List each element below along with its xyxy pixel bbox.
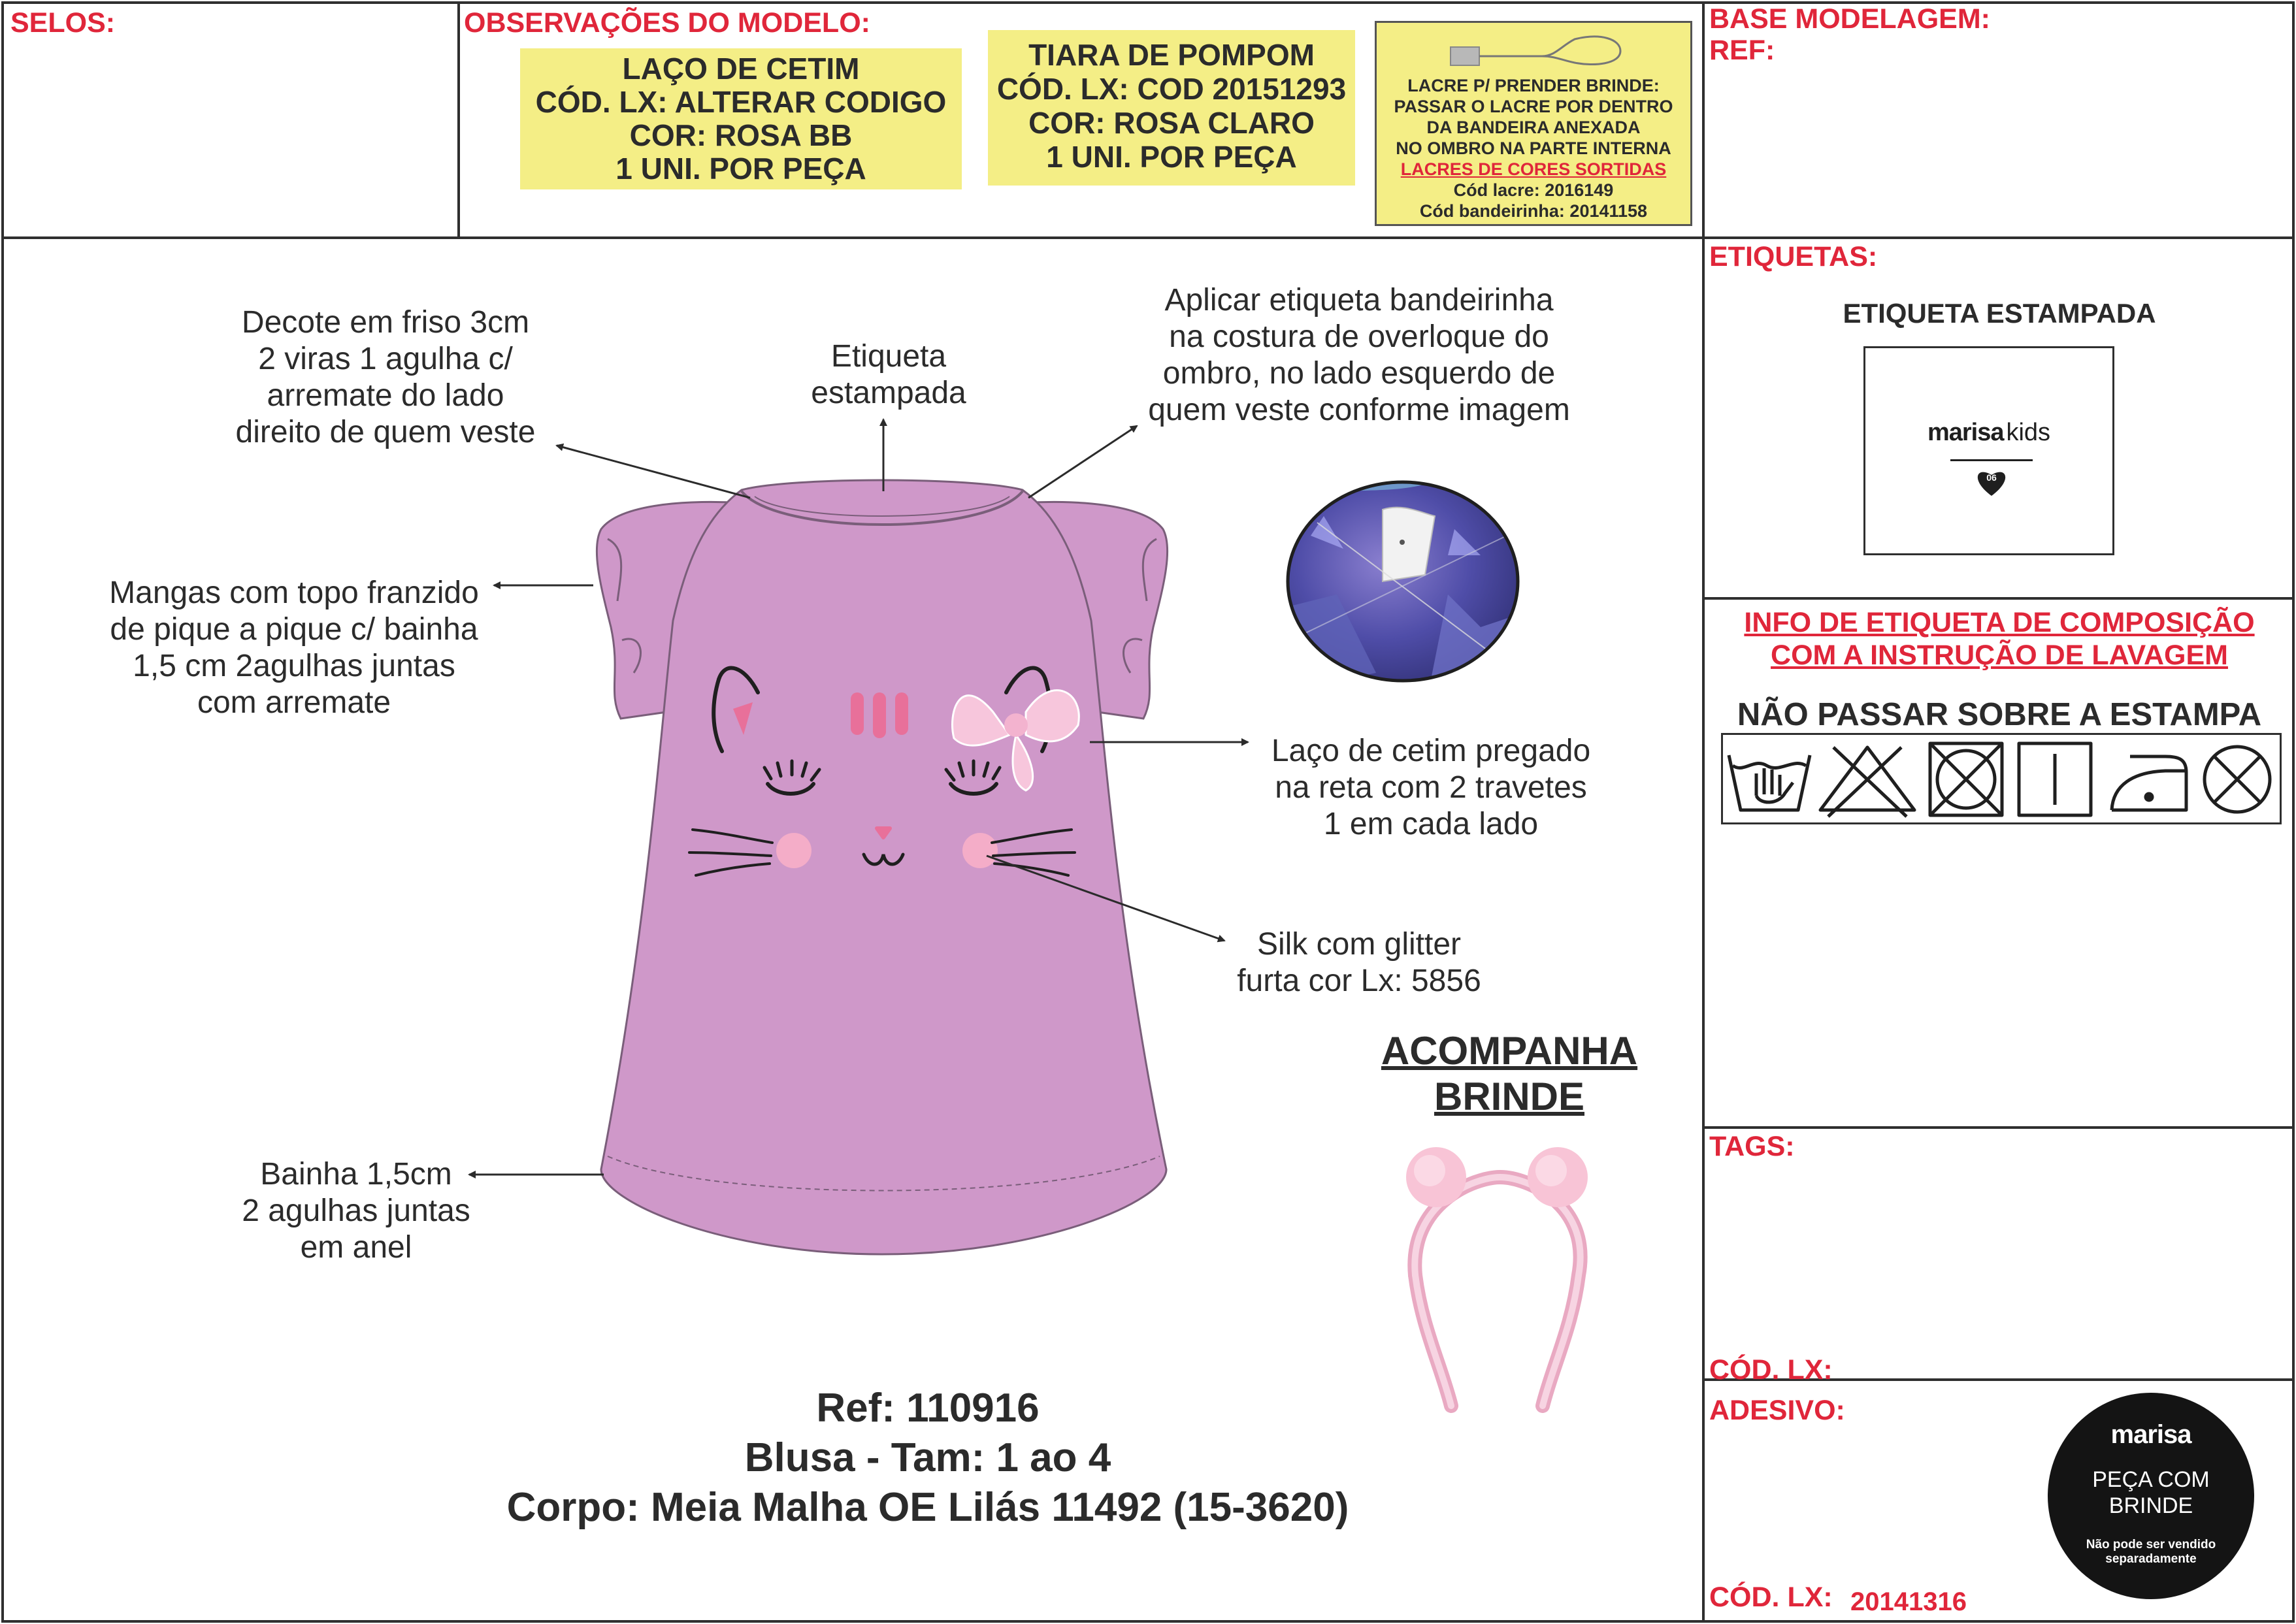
tiara-note-line: CÓD. LX: COD 20151293: [996, 72, 1347, 106]
callout-line: direito de quem veste: [235, 415, 536, 449]
brinde-title: [1346, 1028, 1673, 1120]
headband-icon: [1396, 1145, 1598, 1419]
laco-note-line: CÓD. LX: ALTERAR CODIGO: [535, 85, 947, 119]
cod-lacre: Cód lacre: 2016149: [1453, 180, 1614, 200]
callout-line: na reta com 2 travetes: [1275, 770, 1587, 805]
observacoes-label: OBSERVAÇÕES DO MODELO:: [464, 7, 870, 39]
brinde-sticker: [2048, 1393, 2254, 1599]
no-tumble-dry-icon: [1930, 743, 2002, 815]
tiara-note-line: 1 UNI. POR PEÇA: [1046, 140, 1297, 174]
callout-line: quem veste conforme imagem: [1148, 393, 1570, 427]
hand-wash-icon: [1729, 755, 1810, 810]
aplicar-callout: [1111, 282, 1607, 429]
product-corpo: Corpo: Meia Malha OE Lilás 11492 (15-3620): [506, 1485, 1349, 1530]
lacre-highlight: LACRES DE CORES SORTIDAS: [1400, 159, 1667, 179]
sticker-brand: marisa: [2110, 1420, 2191, 1449]
silk-callout: [1202, 926, 1516, 999]
sticker-small2: separadamente: [2105, 1552, 2197, 1566]
info-line: INFO DE ETIQUETA DE COMPOSIÇÃO: [1744, 607, 2255, 638]
label-brand-text: [1865, 419, 2112, 447]
lacre-line: NO OMBRO NA PARTE INTERNA: [1396, 138, 1671, 158]
tiara-note-line: COR: ROSA CLARO: [1028, 106, 1315, 140]
bainha-callout: [216, 1156, 497, 1266]
laco-note-line: 1 UNI. POR PEÇA: [615, 152, 866, 186]
bandeirinha-photo: [1285, 477, 1533, 692]
brinde-line: ACOMPANHA: [1381, 1029, 1638, 1073]
care-symbols: [1721, 733, 2282, 824]
callout-line: Decote em friso 3cm: [241, 305, 530, 340]
cod-bandeirinha: Cód bandeirinha: 20141158: [1419, 201, 1648, 221]
mangas-callout: [78, 575, 510, 721]
callout-line: 1,5 cm 2agulhas juntas: [133, 649, 455, 683]
adesivo-cod-lx-value: 20141316: [1850, 1587, 1967, 1616]
printed-label-preview: [1863, 346, 2114, 555]
label-size: 06: [1986, 472, 1997, 483]
laco-note-line: COR: ROSA BB: [629, 118, 853, 152]
low-iron-icon: [2112, 756, 2186, 810]
decote-callout: [209, 304, 562, 451]
callout-line: Aplicar etiqueta bandeirinha: [1164, 283, 1554, 317]
callout-line: Laço de cetim pregado: [1271, 734, 1591, 768]
sticker-small1: Não pode ser vendido: [2086, 1538, 2216, 1551]
callout-line: com arremate: [197, 685, 391, 720]
lacre-line: DA BANDEIRA ANEXADA: [1426, 118, 1641, 137]
adesivo-label: ADESIVO:: [1709, 1395, 1845, 1426]
callout-line: 1 em cada lado: [1323, 807, 1539, 841]
product-blusa: Blusa - Tam: 1 ao 4: [744, 1435, 1111, 1480]
laco-callout: [1241, 733, 1620, 843]
laco-note-line: LAÇO DE CETIM: [622, 52, 860, 86]
tags-label: TAGS:: [1709, 1131, 1795, 1162]
callout-line: furta cor Lx: 5856: [1237, 964, 1481, 998]
tags-cod-lx-label: CÓD. LX:: [1709, 1354, 1833, 1386]
info-composicao-title: [1705, 606, 2293, 672]
callout-line: Etiqueta: [830, 339, 947, 374]
no-dry-clean-icon: [2205, 747, 2270, 812]
callout-line: de pique a pique c/ bainha: [110, 612, 478, 647]
product-ref: Ref: 110916: [816, 1386, 1040, 1431]
etiqueta-estampada-title: ETIQUETA ESTAMPADA: [1843, 298, 2156, 329]
sticker-line2: BRINDE: [2108, 1493, 2193, 1518]
label-brand: marisa: [1927, 419, 2004, 446]
callout-line: arremate do lado: [267, 378, 504, 413]
callout-line: estampada: [811, 376, 966, 410]
tiara-note-line: TIARA DE POMPOM: [1028, 38, 1315, 72]
selos-label: SELOS:: [10, 7, 116, 39]
adesivo-cod-lx-label: CÓD. LX:: [1709, 1582, 1833, 1613]
callout-line: ombro, no lado esquerdo de: [1162, 356, 1556, 391]
ref-label: REF:: [1709, 35, 1775, 66]
sticker-line1: PEÇA COM: [2092, 1467, 2210, 1492]
callout-line: na costura de overloque do: [1169, 319, 1549, 354]
callout-line: Bainha 1,5cm: [260, 1157, 452, 1192]
base-modelagem-label: BASE MODELAGEM:: [1709, 3, 1990, 35]
lacre-line: PASSAR O LACRE POR DENTRO: [1394, 97, 1673, 116]
etiquetas-label: ETIQUETAS:: [1709, 241, 1878, 272]
no-bleach-icon: [1820, 747, 1914, 817]
etiqueta-callout: [778, 338, 1000, 412]
callout-line: 2 viras 1 agulha c/: [258, 342, 513, 376]
nao-passar-warning: NÃO PASSAR SOBRE A ESTAMPA: [1737, 697, 2262, 732]
label-kids: kids: [2006, 419, 2051, 446]
line-dry-icon: [2019, 743, 2091, 815]
callout-line: Mangas com topo franzido: [109, 576, 479, 610]
callout-line: em anel: [300, 1230, 412, 1265]
label-divider: [1950, 459, 2033, 461]
product-description: [392, 1384, 1464, 1533]
info-line: COM A INSTRUÇÃO DE LAVAGEM: [1771, 640, 2228, 671]
callout-line: 2 agulhas juntas: [242, 1194, 470, 1228]
lacre-line: LACRE P/ PRENDER BRINDE:: [1407, 76, 1660, 95]
brinde-line: BRINDE: [1434, 1075, 1584, 1118]
callout-line: Silk com glitter: [1256, 927, 1462, 962]
